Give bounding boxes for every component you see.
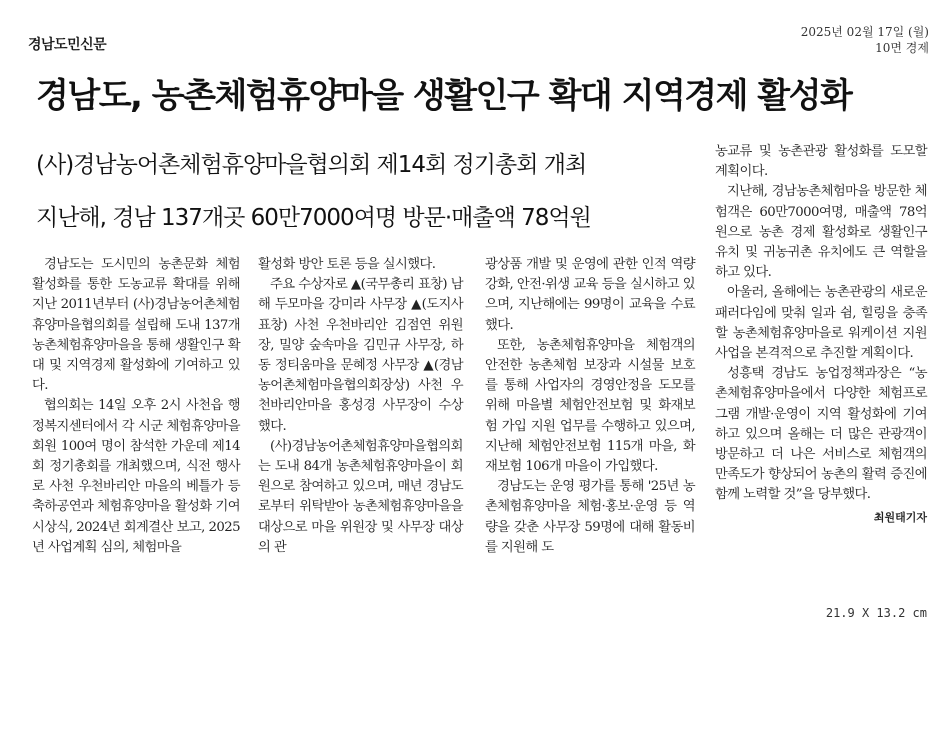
- issue-meta: [801, 24, 929, 56]
- article-column-3: [485, 255, 695, 558]
- paragraph: (사)경남농어촌체험휴양마을협의회는 도내 84개 농촌체험휴양마을이 회원으로 참여하고 있으며, 매년 경남도로부터 위탁받아 농촌체험휴양마을을 대상으로 마을 위원장 및 사무장 대상의 관: [258, 438, 463, 555]
- paragraph: 활성화 방안 토론 등을 실시했다.: [258, 257, 436, 272]
- paragraph: 농교류 및 농촌관광 활성화를 도모할 계획이다.: [715, 144, 927, 180]
- paragraph: 경남도는 도시민의 농촌문화 체험 활성화를 통한 도농교류 확대를 위해 지난 2011년부터 (사)경남농어촌체험휴양마을협의회를 설립해 도내 137개 농촌체험휴양마을을 통해 생활인구 확대 및 지역경제 활성화에 기여하고 있다.: [32, 257, 240, 394]
- byline: 최원태기자: [873, 510, 927, 524]
- paragraph: 광상품 개발 및 운영에 관한 인적 역량강화, 안전·위생 교육 등을 실시하고 있으며, 지난해에는 99명이 교육을 수료했다.: [485, 257, 695, 333]
- article-column-1: [32, 255, 240, 558]
- publication-name: 경남도민신문: [28, 37, 107, 53]
- paragraph: 지난해, 경남농촌체험마을 방문한 체험객은 60만7000여명, 매출액 78억원으로 농촌 경제 활성화로 생활인구 유치 및 귀농귀촌 유치에도 큰 역할을 하고 있다.: [715, 184, 927, 281]
- subheadline-2: 지난해, 경남 137개곳 60만7000여명 방문·매출액 78억원: [36, 205, 591, 231]
- paragraph: 성흥택 경남도 농업정책과장은 “농촌체험휴양마을에서 다양한 체험프로그램 개발·운영이 지역 활성화에 기여하고 있으며 올해는 더 많은 관광객이 방문하고 더 나은 서비스로 체험객의 만족도가 향상되어 농촌의 활력 증진에 함께 노력할 것”을 당부했다.: [715, 366, 927, 503]
- article-column-4: [715, 142, 927, 528]
- article-column-2: [258, 255, 463, 558]
- paragraph: 경남도는 운영 평가를 통해 '25년 농촌체험휴양마을 체험·홍보·운영 등 역량을 갖춘 사무장 59명에 대해 활동비를 지원해 도: [485, 479, 695, 555]
- article-headline: 경남도, 농촌체험휴양마을 생활인구 확대 지역경제 활성화: [36, 76, 852, 116]
- paragraph: 주요 수상자로 ▲(국무총리 표창) 남해 두모마을 강미라 사무장 ▲(도지사 표창) 사천 우천바리안 김점연 위원장, 밀양 숲속마을 김민규 사무장, 하동 정티움마을 문혜정 사무장 ▲(경남농어촌체험마을협의회장상) 사천 우천바리안마을 홍성경 사무장이 수상했다.: [258, 277, 463, 434]
- issue-date: 2025년 02월 17일 (월): [800, 25, 929, 39]
- paragraph: 아울러, 올해에는 농촌관광의 새로운 패러다임에 맞춰 일과 쉼, 힐링을 충족할 농촌체험휴양마을로 워케이션 지원사업을 본격적으로 추진할 계획이다.: [715, 285, 927, 362]
- paragraph: 또한, 농촌체험휴양마을 체험객의 안전한 농촌체험 보장과 시설물 보호를 통해 사업자의 경영안정을 도모를 위해 마을별 체험안전보험 및 화재보험 가입 지원 업무를 수행하고 있으며, 지난해 체험안전보험 115개 마을, 화재보험 106개 마을이 가입했다.: [485, 337, 695, 475]
- subheadline-1: (사)경남농어촌체험휴양마을협의회 제14회 정기총회 개최: [36, 152, 587, 178]
- clipping-size: 21.9 X 13.2 cm: [825, 606, 927, 620]
- issue-section: 10면 경제: [875, 41, 929, 55]
- paragraph: 협의회는 14일 오후 2시 사천읍 행정복지센터에서 각 시군 체험휴양마을 회원 100여 명이 참석한 가운데 제14회 정기총회를 개최했으며, 식전 행사로 사천 우천바리안 마을의 베틀가 등 축하공연과 체험휴양마을 활성화 기여 시상식, 2024년 회계결산 보고, 2025년 사업계획 심의, 체험마을: [32, 398, 240, 555]
